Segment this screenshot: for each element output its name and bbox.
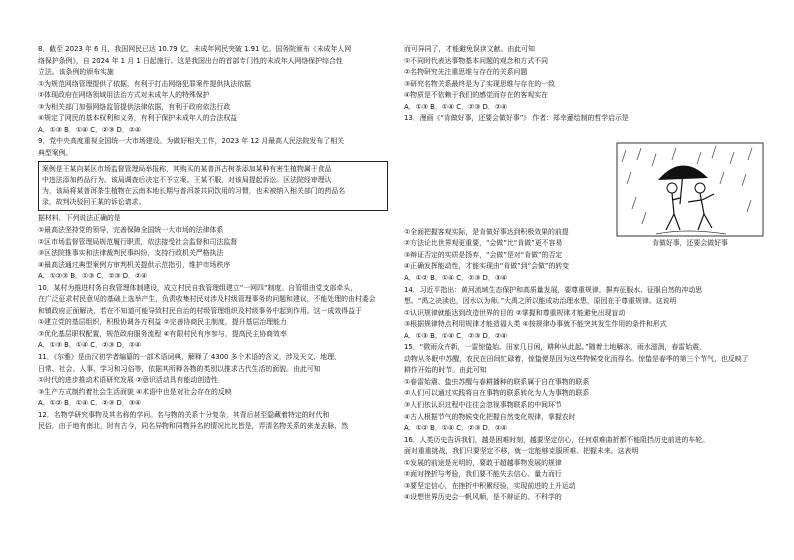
text-line: ④设想世界历史会一帆风顺，是不辩证的、不科学的 bbox=[404, 493, 562, 502]
case-line: 中违法添加药品行为。该局调查后决定不予立案。王某不服，对该局提起诉讼。区法院经审理认 bbox=[42, 176, 332, 185]
text-line: A．①② B．①④ C．②③ D．②④ bbox=[404, 424, 508, 433]
text-line: ③生产方式制约着社会生活面貌 ④术语中也是对社会存在的反映 bbox=[38, 387, 232, 396]
option-line: ①全面把握客观实际，是肯做好事达到积极效果的前提 bbox=[404, 227, 569, 236]
text-line: 民俗，由于地有南北，时有古今，同名异物和同物异名的情况比比皆是，弄清名物关系的来龙去脉，然 bbox=[38, 422, 349, 431]
text-line: 而可异同了，才能避免误读文献。由此可知 bbox=[404, 45, 535, 53]
text-line: 日常、社会、人事、学习和习俗等，依据其所释各物的类别以推求古代生活的面貌。由此可知 bbox=[38, 364, 321, 373]
text-line: ③要坚定信心，在挫折中积累经验，实现前进的上升运动 bbox=[404, 481, 576, 490]
text-line: ④物质是不依赖于我们的感觉而存在的客观实在 bbox=[404, 91, 548, 100]
right-text-block bbox=[404, 44, 754, 125]
text-line: 动物从冬眠中苏醒，农民在田间忙碌着，惊蛰便是因为这些物候变化而得名。惊蛰是春季的第三个节气，也反映了 bbox=[404, 354, 749, 363]
text-line: ①认识规律就能达到改造世界的目的 ②掌握和尊重规律才能避免出现盲动 bbox=[404, 308, 626, 317]
option-line: ②方法论比世界观更重要，“会做”比“肯做”更不容易 bbox=[404, 239, 563, 248]
case-box bbox=[38, 161, 388, 211]
text-line: A．①③ B．①④ C．②③ D．②④ bbox=[404, 102, 508, 111]
right-column bbox=[404, 44, 754, 504]
text-line: ④古人根据节气的物候变化把握自然变化规律，掌握农时 bbox=[404, 412, 576, 421]
text-line: ③优化基层职权配置，规范政府服务流程 ④有限村民有序参与，提高民主协商效率 bbox=[38, 329, 287, 338]
text-line: 11．《尔雅》是由汉初学者编纂的一部术语词典，解释了 4300 多个术语的含义，涉及天文、地理、 bbox=[38, 353, 341, 362]
text-line: ③人们依认识过程中往往会忽视事物联系的中间环节 bbox=[404, 401, 562, 410]
text-line: A．①③ B．①④ C．②③ D．②④ bbox=[38, 125, 142, 134]
text-line: ②区市场监督管理局规范履行职责，依法接受社会监督和司法监督 bbox=[38, 237, 238, 246]
cartoon-illustration bbox=[616, 142, 764, 250]
text-line: ①为规范网络管理提供了依据，有利于打击网络犯罪案件提供执法依据 bbox=[38, 79, 251, 88]
option-line: ③辩证否定的实质是扬弃，“会做”是对“肯做”的否定 bbox=[404, 250, 563, 259]
text-line: 15．“微雨众卉新，一雷惊蛰始。田家几日闲，耕种从此起。”随着土地解冻，雨水滋润，春雷始震， bbox=[404, 343, 706, 352]
text-line: ②人们可以通过实践将自在事物的联系转化为人为事物的联系 bbox=[404, 389, 590, 398]
text-line: ②名物研究先注重思维与存在的关系问题 bbox=[404, 68, 528, 77]
text-line: ①春雷始震、蛰虫苏醒与春耕播种的联系属于自在事物的联系 bbox=[404, 377, 590, 386]
text-line: 和镇政府正面解决，若在不知道可能导致村民自治的村级管理组织及村级事务中起到作用。这一成效得益于 bbox=[38, 306, 362, 315]
case-line: 案例是王某向某区市场监督管理局举报称，其购买的某普洱古树茶添加某种有害生植物属于食品 bbox=[42, 165, 332, 174]
text-line: 耕作开始的时节。由此可知 bbox=[404, 366, 487, 375]
left-text-block-lower bbox=[38, 213, 388, 432]
text-line: ③根据规律特点利用规律才能造福人类 ④按规律办事就不能突其发生作用的条件和形式 bbox=[404, 320, 667, 329]
text-line: ②体现政府在网络领域用法治方式对未成年人的特殊保护 bbox=[38, 91, 210, 100]
text-line: A．①②③ B．①③ C．②③ D．②④ bbox=[38, 272, 148, 281]
text-line: 典型案例。 bbox=[38, 148, 73, 157]
text-line: ④最高法通过典型案例方审判机关提供示范指引，维护市场秩序 bbox=[38, 260, 231, 269]
text-line: 络保护条例》，自 2024 年 1 月 1 日起施行。这是我国出台的首部专门性的未成年人网络保护综合性 bbox=[38, 56, 343, 65]
cartoon-question-options bbox=[404, 227, 622, 285]
text-line: ②面对挫折与考验，我们要不能失去信心、量力而行 bbox=[404, 470, 562, 479]
text-line: ①时代的进步推动术语研究发展 ②意识活动具有能动创造性 bbox=[38, 376, 218, 385]
text-line: 13．漫画《“肯做好事，还要会做好事”》 作者：郑幸蓮绘制的哲学启示是 bbox=[404, 114, 629, 123]
text-line: ①建立党的基层组织，积极协调各方利益 ②完善协商民主制度，提升基层治理能力 bbox=[38, 318, 287, 327]
text-line: 14．习近平指出：黄河流域生态保护和高质量发展，要尊重规律，摒弃征服水、征服自然的冲动思 bbox=[404, 285, 703, 294]
text-line: A．①② B．①④ C．②③ D．③④ bbox=[38, 399, 142, 408]
text-line: 12．名物学研究事物及其名称的学问。名与物的关系十分复杂，其背后甚至隐藏着特定的时代和 bbox=[38, 410, 330, 419]
left-column bbox=[38, 44, 388, 433]
text-line: ③研究名物关系最终是为了实现思维与存在的一致 bbox=[404, 79, 555, 88]
text-line: 10．某村为推进村务自我管理体制建设，成立村民自我管理组建立“一网四”制度。自管组由党支部牵头， bbox=[38, 283, 358, 292]
text-line: 16．人类历史告诉我们，越是困难时刻，越要坚定信心，任何艰难曲折都不能阻挡历史前进的车轮。 bbox=[404, 435, 710, 444]
option-line: A．①② B．①④ C．②③ D．③④ bbox=[404, 274, 508, 283]
text-line: ③区法院推事实和法律裁判民事纠纷，支持行政机关严格执法 bbox=[38, 249, 224, 258]
text-line: 立法。该条例的颁布实施 bbox=[38, 68, 114, 77]
text-line: ④规定了网民的基本权利和义务，有利于保护未成年人的合法权益 bbox=[38, 114, 238, 123]
text-line: A．①③ B．①④ C．②③ D．②④ bbox=[38, 341, 142, 350]
text-line: ①发展的前途是光明的，要敢于超越事物发展的规律 bbox=[404, 458, 562, 467]
text-line: 8．截至 2023 年 6 月，我国网民已达 10.79 亿，未成年网民突破 1.91 亿。国务院颁布《未成年人网 bbox=[38, 45, 352, 53]
text-line: ③为相关部门加强网络监管提供法律依据，有利于政府依法行政 bbox=[38, 102, 231, 111]
right-text-block-lower bbox=[404, 285, 754, 504]
case-line: 录，故判决驳回王某的诉讼请求。 bbox=[42, 198, 146, 207]
text-line: 据材料，下列说法正确的是 bbox=[38, 214, 121, 223]
option-line: ④正确发挥能动性，才能实现由“肯做”到“会做”的转变 bbox=[404, 262, 570, 271]
text-line: 在广泛征求村民意见的基础上选举产生，负责收集村民对涉及村级管理事务的问题和建议，不能处理的由村委会 bbox=[38, 295, 376, 304]
text-line: ①不同时代表达事物基本问题的观念和方式不同 bbox=[404, 56, 548, 65]
text-line: 想。“禹之决渎也，因水以为师。”大禹之所以能成功治理水患，原因在于尊重规律。这说明 bbox=[404, 297, 677, 306]
left-text-block bbox=[38, 44, 388, 159]
text-line: A．①③ B．①④ C．②③ D．②④ bbox=[404, 331, 508, 340]
text-line: 面对重重挑战，我们只要坚定不移，就一定能够克服所难、把握未来。这表明 bbox=[404, 447, 639, 456]
text-line: ①最高法坚持党的领导，完善保障全国统一大市场的法律体系 bbox=[38, 226, 224, 235]
case-line: 为，该局将某普洱茶生植物在云南本地长期与普洱茶共同饮用的习惯，也未被纳入相关部门的药品名 bbox=[42, 187, 346, 196]
text-line: 9．党中央高度重视全国统一大市场建设。为做好相关工作，2023 年 12 月最高人民法院发布了相关 bbox=[38, 137, 344, 146]
cartoon-caption: 肯做好事，还要会做好事 bbox=[652, 239, 728, 247]
